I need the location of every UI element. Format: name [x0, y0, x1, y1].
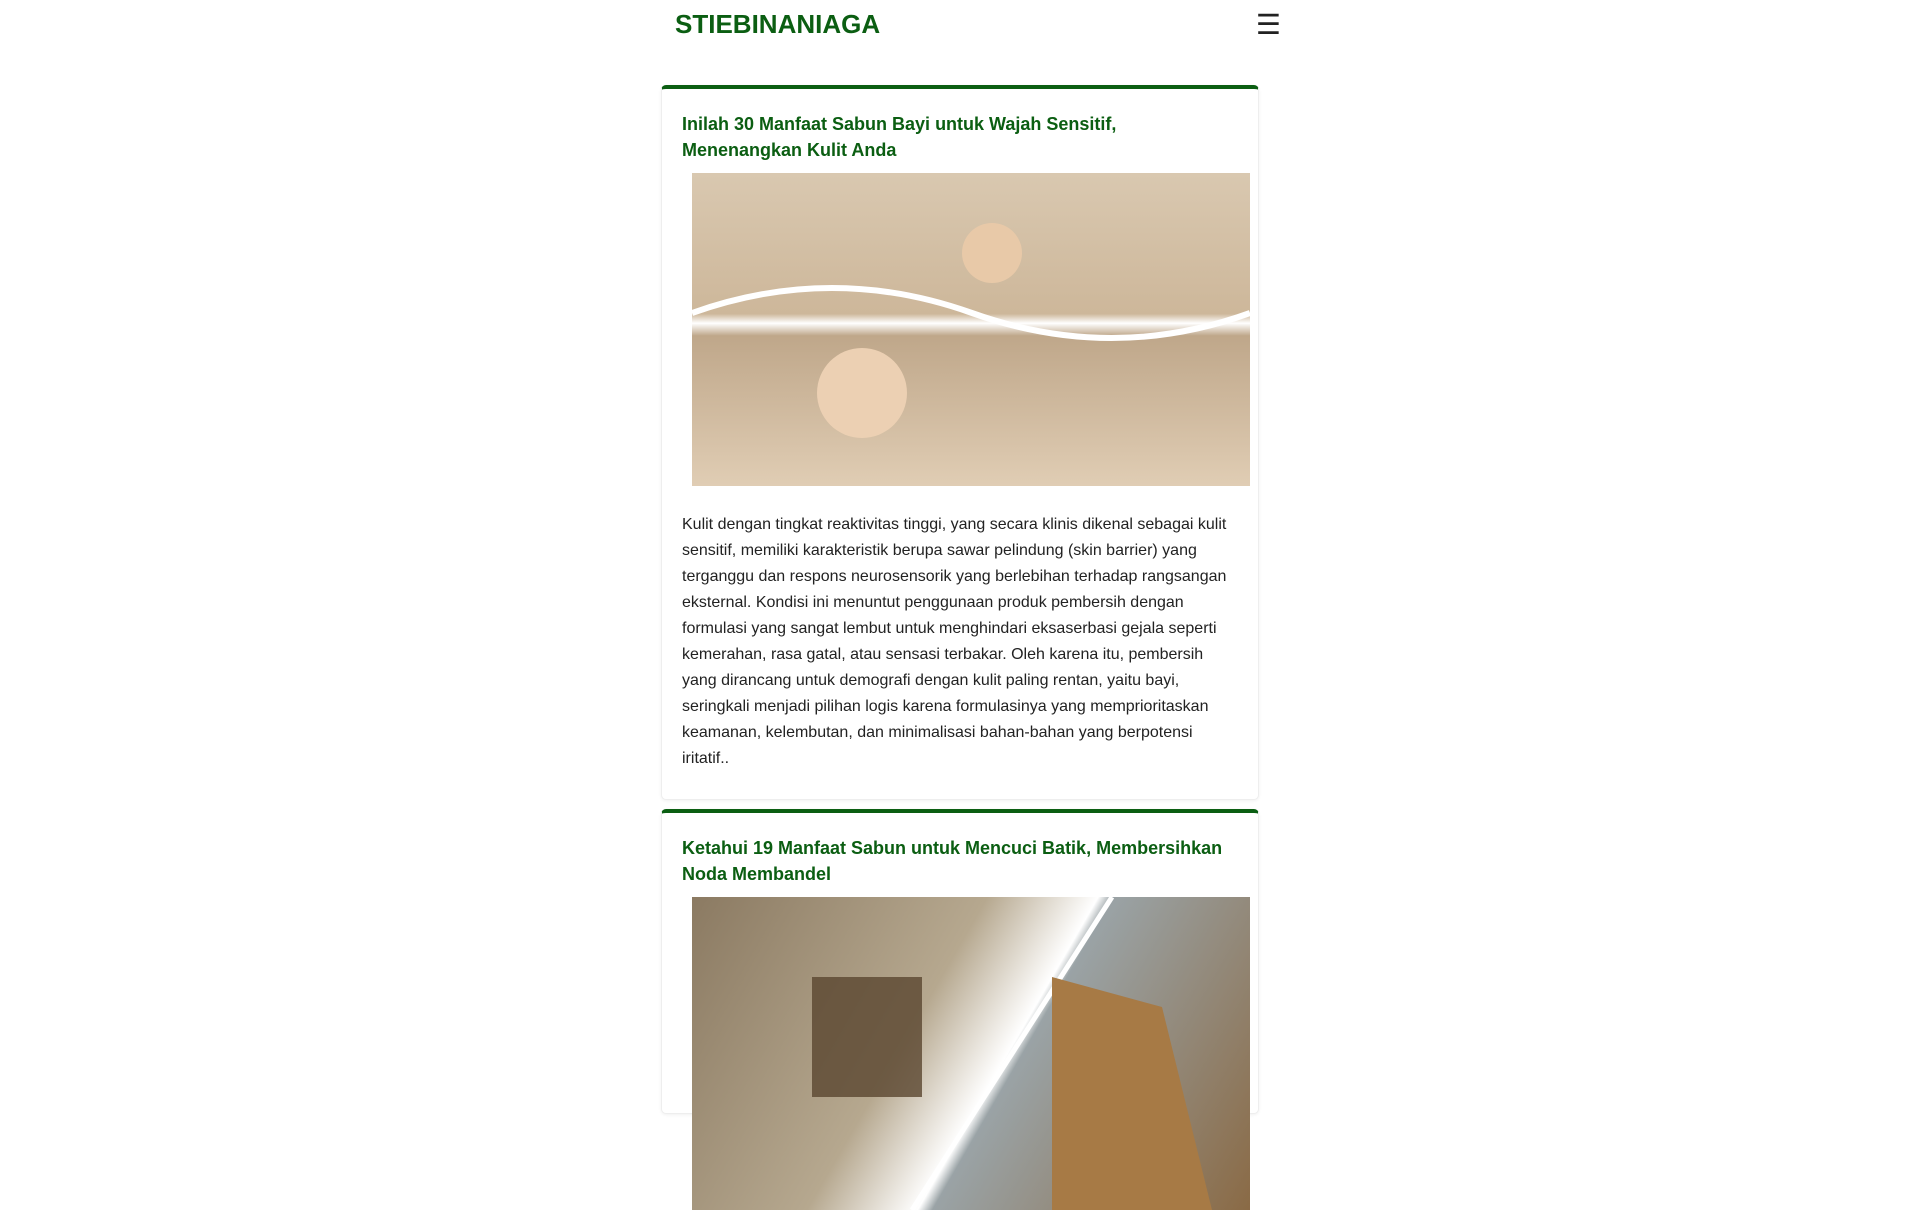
post-title-link[interactable]: Inilah 30 Manfaat Sabun Bayi untuk Wajah Sensitif, Menenangkan Kulit Anda [682, 114, 1117, 160]
post-card [661, 809, 1259, 1114]
post-title-link[interactable]: Ketahui 19 Manfaat Sabun untuk Mencuci Batik, Membersihkan Noda Membandel [682, 838, 1223, 884]
post-thumbnail-image[interactable] [692, 173, 1250, 486]
post-thumbnail-image[interactable] [692, 897, 1250, 1210]
site-header [661, 0, 1279, 52]
post-excerpt: Kulit dengan tingkat reaktivitas tinggi, yang secara klinis dikenal sebagai kulit sensitif, memiliki karakteristik berupa sawar pelindung (skin barrier) yang terganggu dan respons neurosensorik yang berlebihan terhadap rangsangan eksternal. Kondisi ini menuntut penggunaan produk pembersih dengan formulasi yang sangat lembut untuk menghindari eksaserbasi gejala seperti kemerahan, rasa gatal, atau sensasi terbakar. Oleh karena itu, pembersih yang dirancang untuk demografi dengan kulit paling rentan, yaitu bayi, seringkali menjadi pilihan logis karena formulasinya yang memprioritaskan keamanan, kelembutan, dan minimalisasi bahan-bahan yang berpotensi iritatif.. [682, 516, 1227, 767]
image-wave-divider-icon [692, 173, 1250, 486]
image-diagonal-divider-icon [692, 897, 1250, 1210]
site-logo-link[interactable]: STIEBINANIAGA [675, 9, 881, 39]
post-card [661, 85, 1259, 800]
hamburger-menu-icon[interactable]: ☰ [1255, 9, 1281, 40]
